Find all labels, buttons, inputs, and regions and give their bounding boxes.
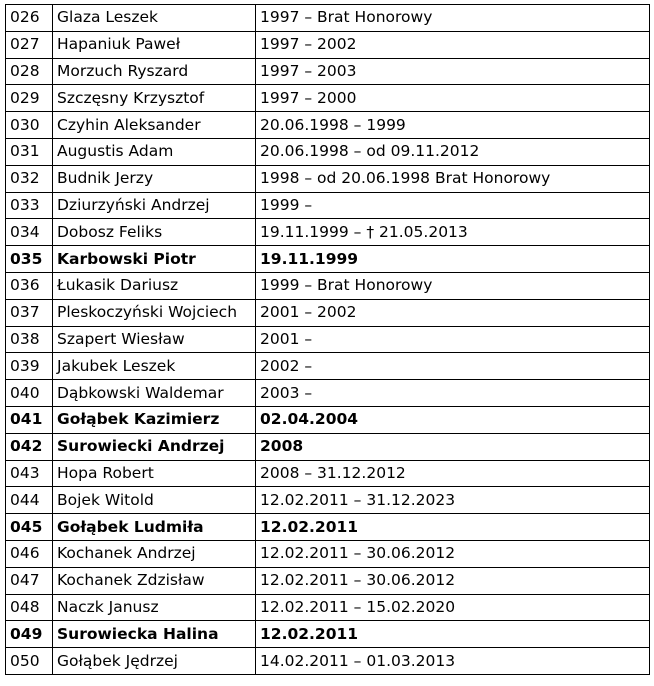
member-name: Gołąbek Kazimierz [53, 406, 256, 433]
member-dates: 1997 – 2000 [256, 85, 650, 112]
member-name: Szapert Wiesław [53, 326, 256, 353]
members-table-body [6, 5, 650, 675]
member-name: Dąbkowski Waldemar [53, 380, 256, 407]
member-dates: 14.02.2011 – 01.03.2013 [256, 648, 650, 675]
member-dates: 2003 – [256, 380, 650, 407]
member-name: Morzuch Ryszard [53, 58, 256, 85]
member-number: 037 [6, 299, 53, 326]
member-dates: 12.02.2011 – 30.06.2012 [256, 567, 650, 594]
member-name: Gołąbek Jędrzej [53, 648, 256, 675]
member-number: 044 [6, 487, 53, 514]
member-name: Gołąbek Ludmiła [53, 514, 256, 541]
member-name: Kochanek Andrzej [53, 540, 256, 567]
member-dates: 2001 – 2002 [256, 299, 650, 326]
member-dates: 1998 – od 20.06.1998 Brat Honorowy [256, 165, 650, 192]
table-row [6, 621, 650, 648]
member-number: 040 [6, 380, 53, 407]
member-number: 045 [6, 514, 53, 541]
member-dates: 12.02.2011 – 30.06.2012 [256, 540, 650, 567]
table-row [6, 514, 650, 541]
table-row [6, 85, 650, 112]
member-number: 041 [6, 406, 53, 433]
table-row [6, 487, 650, 514]
table-row [6, 219, 650, 246]
member-number: 035 [6, 246, 53, 273]
member-dates: 20.06.1998 – od 09.11.2012 [256, 138, 650, 165]
table-row [6, 326, 650, 353]
member-dates: 12.02.2011 [256, 514, 650, 541]
member-dates: 12.02.2011 – 31.12.2023 [256, 487, 650, 514]
member-dates: 2008 – 31.12.2012 [256, 460, 650, 487]
member-name: Hopa Robert [53, 460, 256, 487]
table-row [6, 540, 650, 567]
members-table [5, 4, 650, 675]
member-dates: 2001 – [256, 326, 650, 353]
table-row [6, 460, 650, 487]
table-row [6, 58, 650, 85]
table-row [6, 246, 650, 273]
member-name: Dobosz Feliks [53, 219, 256, 246]
table-row [6, 272, 650, 299]
member-dates: 2002 – [256, 353, 650, 380]
member-name: Kochanek Zdzisław [53, 567, 256, 594]
member-number: 027 [6, 31, 53, 58]
member-number: 028 [6, 58, 53, 85]
table-row [6, 433, 650, 460]
table-row [6, 380, 650, 407]
member-name: Surowiecki Andrzej [53, 433, 256, 460]
member-name: Glaza Leszek [53, 5, 256, 32]
member-dates: 1997 – Brat Honorowy [256, 5, 650, 32]
member-name: Hapaniuk Paweł [53, 31, 256, 58]
member-number: 032 [6, 165, 53, 192]
member-name: Czyhin Aleksander [53, 112, 256, 139]
table-row [6, 353, 650, 380]
member-number: 030 [6, 112, 53, 139]
member-name: Augustis Adam [53, 138, 256, 165]
member-name: Pleskoczyński Wojciech [53, 299, 256, 326]
table-row [6, 594, 650, 621]
member-number: 047 [6, 567, 53, 594]
member-dates: 12.02.2011 – 15.02.2020 [256, 594, 650, 621]
table-row [6, 31, 650, 58]
member-name: Dziurzyński Andrzej [53, 192, 256, 219]
member-name: Karbowski Piotr [53, 246, 256, 273]
table-row [6, 567, 650, 594]
member-number: 031 [6, 138, 53, 165]
table-row [6, 648, 650, 675]
table-row [6, 406, 650, 433]
member-dates: 12.02.2011 [256, 621, 650, 648]
members-table-container [5, 4, 650, 675]
member-name: Łukasik Dariusz [53, 272, 256, 299]
table-row [6, 5, 650, 32]
member-dates: 1997 – 2003 [256, 58, 650, 85]
table-row [6, 165, 650, 192]
member-number: 038 [6, 326, 53, 353]
member-number: 046 [6, 540, 53, 567]
table-row [6, 138, 650, 165]
member-name: Budnik Jerzy [53, 165, 256, 192]
member-name: Bojek Witold [53, 487, 256, 514]
member-number: 048 [6, 594, 53, 621]
member-dates: 1999 – Brat Honorowy [256, 272, 650, 299]
table-row [6, 112, 650, 139]
member-name: Surowiecka Halina [53, 621, 256, 648]
member-number: 043 [6, 460, 53, 487]
member-number: 050 [6, 648, 53, 675]
table-row [6, 299, 650, 326]
member-dates: 19.11.1999 – † 21.05.2013 [256, 219, 650, 246]
member-name: Naczk Janusz [53, 594, 256, 621]
member-number: 034 [6, 219, 53, 246]
member-dates: 02.04.2004 [256, 406, 650, 433]
member-name: Jakubek Leszek [53, 353, 256, 380]
member-dates: 2008 [256, 433, 650, 460]
table-row [6, 192, 650, 219]
member-number: 049 [6, 621, 53, 648]
member-name: Szczęsny Krzysztof [53, 85, 256, 112]
member-dates: 19.11.1999 [256, 246, 650, 273]
member-dates: 1997 – 2002 [256, 31, 650, 58]
member-number: 026 [6, 5, 53, 32]
member-number: 042 [6, 433, 53, 460]
member-dates: 20.06.1998 – 1999 [256, 112, 650, 139]
member-number: 036 [6, 272, 53, 299]
member-number: 029 [6, 85, 53, 112]
member-number: 039 [6, 353, 53, 380]
member-dates: 1999 – [256, 192, 650, 219]
member-number: 033 [6, 192, 53, 219]
